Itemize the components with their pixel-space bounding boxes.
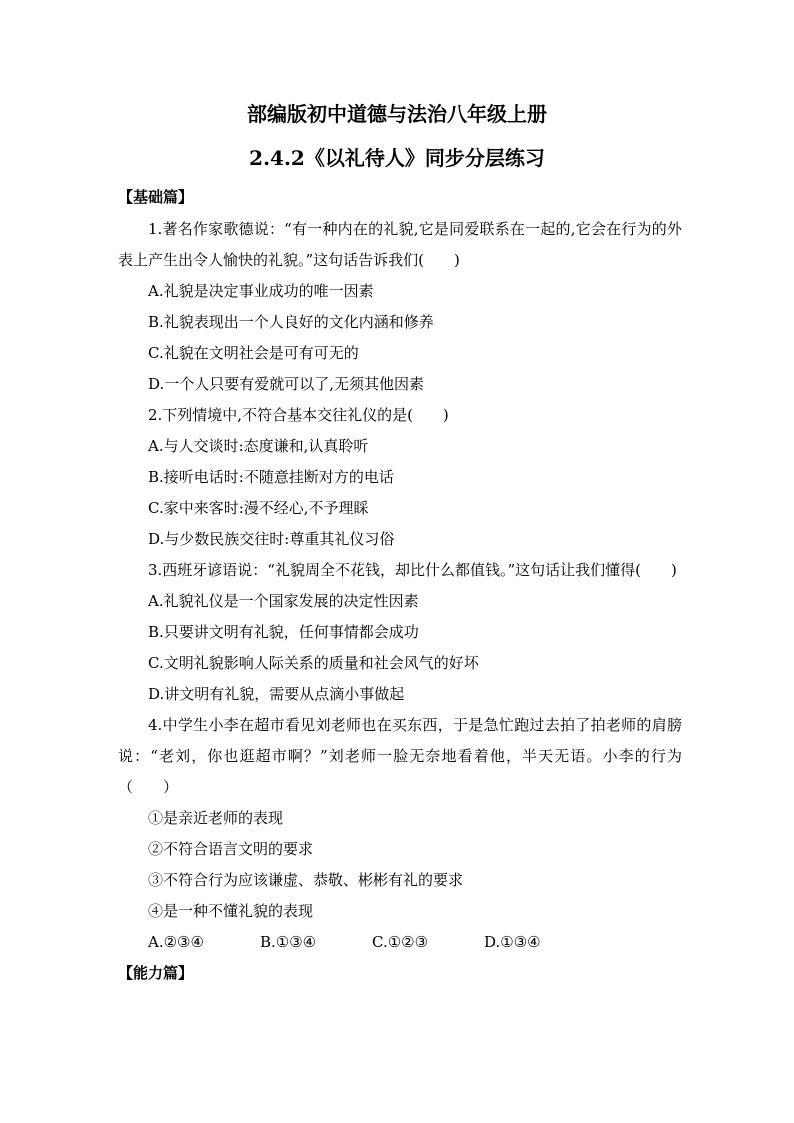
question-3-option-d: D.讲文明有礼貌，需要从点滴小事做起	[148, 685, 405, 703]
question-4-item-2: ②不符合语言文明的要求	[148, 840, 314, 858]
question-4-stem: 4.中学生小李在超市看见刘老师也在买东西，于是急忙跑过去拍了拍老师的肩膀说：“老刘，你也逛超市啊？”刘老师一脸无奈地看着他，半天无语。小李的行为（ ）	[118, 716, 682, 796]
question-4-item-1: ①是亲近老师的表现	[148, 809, 284, 827]
section-heading-ability: 【能力篇】	[118, 964, 194, 982]
question-2-option-b: B.接听电话时:不随意挂断对方的电话	[148, 468, 394, 486]
question-4-choice-b: B.①③④	[260, 933, 317, 951]
question-4-choice-a: A.②③④	[148, 933, 204, 951]
question-1-option-d: D.一个人只要有爱就可以了,无须其他因素	[148, 375, 425, 393]
question-3-option-a: A.礼貌礼仪是一个国家发展的决定性因素	[148, 592, 419, 610]
question-4-choice-c: C.①②③	[372, 933, 429, 951]
question-1-stem: 1.著名作家歌德说：“有一种内在的礼貌,它是同爱联系在一起的,它会在行为的外表上产生出令人愉快的礼貌。”这句话告诉我们( )	[118, 220, 682, 269]
question-2-stem: 2.下列情境中,不符合基本交往礼仪的是( )	[148, 406, 449, 424]
question-3-stem: 3.西班牙谚语说：“礼貌周全不花钱，却比什么都值钱。”这句话让我们懂得( )	[148, 561, 677, 579]
question-4-choices	[118, 927, 682, 958]
document-title: 部编版初中道德与法治八年级上册	[247, 102, 547, 126]
question-3-option-c: C.文明礼貌影响人际关系的质量和社会风气的好坏	[148, 654, 479, 672]
question-4-item-3: ③不符合行为应该谦虚、恭敬、彬彬有礼的要求	[148, 871, 464, 889]
section-heading-basic: 【基础篇】	[118, 188, 194, 206]
question-2-option-c: C.家中来客时:漫不经心,不予理睬	[148, 499, 369, 517]
document-subtitle: 2.4.2《以礼待人》同步分层练习	[249, 146, 545, 170]
question-2-option-d: D.与少数民族交往时:尊重其礼仪习俗	[148, 530, 395, 548]
question-4-choice-d: D.①③④	[484, 933, 541, 951]
question-4-item-4: ④是一种不懂礼貌的表现	[148, 902, 314, 920]
document-body	[118, 184, 682, 986]
question-1-option-c: C.礼貌在文明社会是可有可无的	[148, 344, 359, 362]
question-3-option-b: B.只要讲文明有礼貌，任何事情都会成功	[148, 623, 419, 641]
question-1-option-b: B.礼貌表现出一个人良好的文化内涵和修养	[148, 313, 434, 331]
question-1-option-a: A.礼貌是决定事业成功的唯一因素	[148, 282, 374, 300]
question-2-option-a: A.与人交谈时:态度谦和,认真聆听	[148, 437, 369, 455]
